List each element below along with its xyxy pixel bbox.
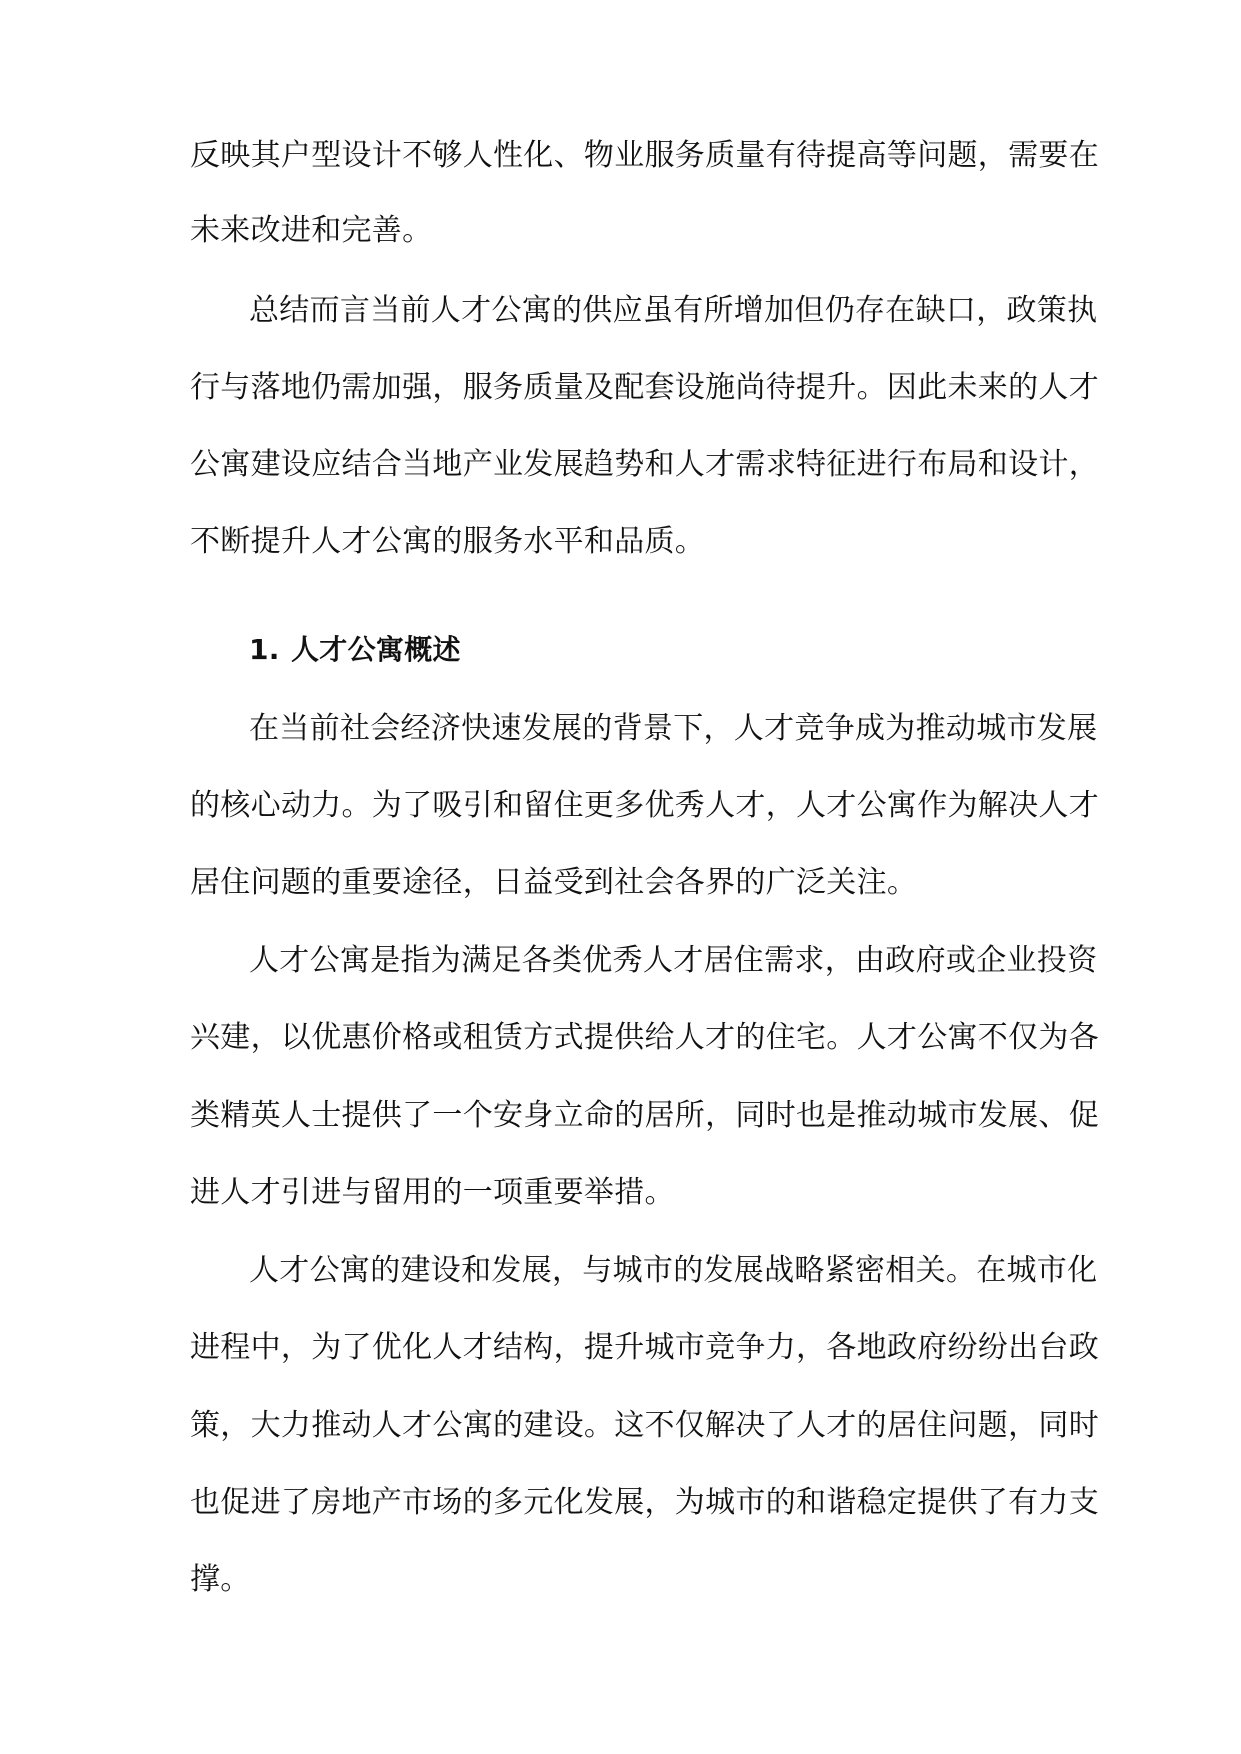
paragraph-line: 行与落地仍需加强，服务质量及配套设施尚待提升。因此未来的人才 xyxy=(190,370,1099,405)
paragraph-line: 进人才引进与留用的一项重要举措。 xyxy=(190,1175,675,1210)
paragraph-line: 人才公寓是指为满足各类优秀人才居住需求，由政府或企业投资 xyxy=(249,943,1098,978)
paragraph-line: 未来改进和完善。 xyxy=(190,213,433,248)
paragraph-line: 人才公寓的建设和发展，与城市的发展战略紧密相关。在城市化 xyxy=(249,1253,1098,1288)
paragraph-line: 策，大力推动人才公寓的建设。这不仅解决了人才的居住问题，同时 xyxy=(190,1408,1099,1443)
section-heading xyxy=(249,630,461,670)
section-title: 人才公寓概述 xyxy=(291,633,461,666)
paragraph-line: 兴建，以优惠价格或租赁方式提供给人才的住宅。人才公寓不仅为各 xyxy=(190,1020,1099,1055)
paragraph-line: 不断提升人才公寓的服务水平和品质。 xyxy=(190,524,706,559)
section-number: 1. xyxy=(249,633,280,666)
paragraph-line: 公寓建设应结合当地产业发展趋势和人才需求特征进行布局和设计， xyxy=(190,447,1099,482)
paragraph-line: 总结而言当前人才公寓的供应虽有所增加但仍存在缺口，政策执 xyxy=(249,293,1098,328)
paragraph-line: 反映其户型设计不够人性化、物业服务质量有待提高等问题，需要在 xyxy=(190,138,1099,173)
paragraph-line: 居住问题的重要途径，日益受到社会各界的广泛关注。 xyxy=(190,865,918,900)
paragraph-line: 进程中，为了优化人才结构，提升城市竞争力，各地政府纷纷出台政 xyxy=(190,1330,1099,1365)
paragraph-line: 也促进了房地产市场的多元化发展，为城市的和谐稳定提供了有力支 xyxy=(190,1485,1099,1520)
paragraph-line: 类精英人士提供了一个安身立命的居所，同时也是推动城市发展、促 xyxy=(190,1098,1099,1133)
paragraph-line: 的核心动力。为了吸引和留住更多优秀人才，人才公寓作为解决人才 xyxy=(190,788,1099,823)
paragraph-line: 在当前社会经济快速发展的背景下，人才竞争成为推动城市发展 xyxy=(249,711,1098,746)
paragraph-line: 撑。 xyxy=(190,1562,251,1597)
